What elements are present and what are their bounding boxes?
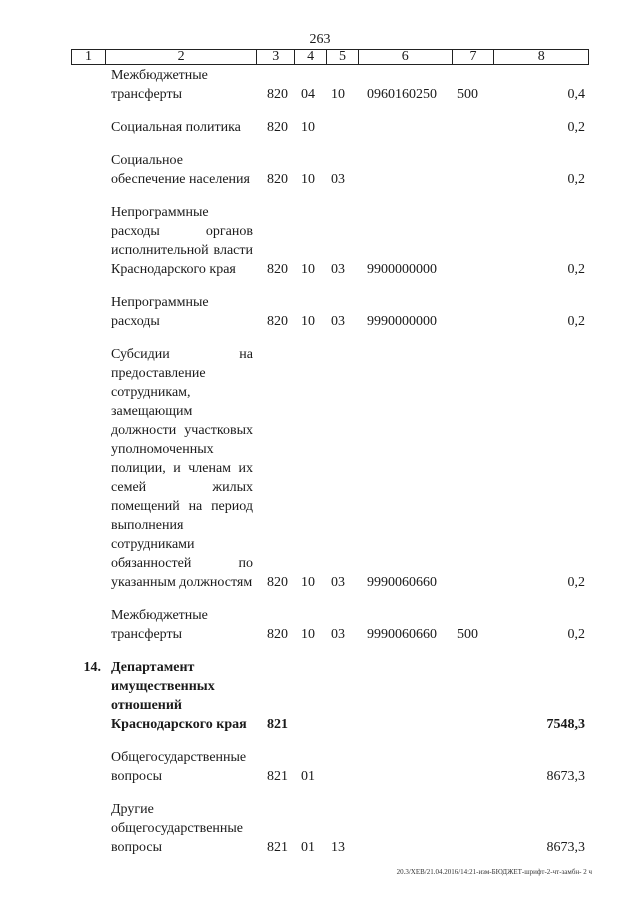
header-col-6: 6: [359, 50, 453, 64]
table-row: [71, 606, 589, 644]
header-col-5: 5: [327, 50, 359, 64]
cell-ved: 821: [267, 769, 288, 784]
page-number: 263: [309, 32, 331, 47]
header-col-8: 8: [537, 49, 545, 64]
cell-rz: 10: [301, 262, 315, 277]
row-name: Субсидии на предоставление сотрудникам, замещающим должности участковых уполномоченных полиции, и членам их семей жилых помещений на период выполнения сотрудниками обязанностей по указанным должностям: [111, 347, 253, 590]
cell-rz: 01: [301, 769, 315, 784]
header-col-3: 3: [257, 50, 295, 64]
cell-rz: 01: [301, 840, 315, 855]
budget-table-body: [71, 66, 589, 857]
cell-ved: 820: [267, 314, 288, 329]
table-row: [71, 800, 589, 857]
row-name: Непрограммные расходы органов исполнительной власти Краснодарского края: [111, 205, 253, 277]
cell-pr: 03: [331, 627, 345, 642]
row-name: Общегосударственные вопросы: [111, 750, 247, 784]
cell-vr: 500: [457, 87, 478, 102]
cell-ved: 820: [267, 627, 288, 642]
cell-rz: 10: [301, 627, 315, 642]
header-col-7: 7: [453, 50, 495, 64]
row-name: Социальная политика: [111, 120, 241, 135]
cell-csr: 9900000000: [367, 262, 437, 277]
table-row: [71, 118, 589, 137]
table-row: [71, 293, 589, 331]
cell-ved: 820: [267, 172, 288, 187]
cell-amount: 0,4: [567, 87, 585, 102]
table-row-department: [71, 658, 589, 734]
cell-rz: 10: [301, 575, 315, 590]
table-row: [71, 151, 589, 189]
cell-rz: 10: [301, 314, 315, 329]
cell-csr: 0960160250: [367, 87, 437, 102]
cell-pr: 03: [331, 314, 345, 329]
row-name: Департамент имущественных отношений Краснодарского края: [111, 660, 247, 732]
cell-amount: 0,2: [567, 627, 585, 642]
cell-amount: 0,2: [567, 172, 585, 187]
cell-ved: 821: [267, 840, 288, 855]
cell-amount: 0,2: [567, 575, 585, 590]
row-name: Другие общегосударственные вопросы: [111, 802, 244, 855]
cell-amount: 8673,3: [546, 769, 585, 784]
cell-csr: 9990060660: [367, 575, 437, 590]
row-name: Межбюджетные трансферты: [111, 608, 208, 642]
cell-pr: 03: [331, 262, 345, 277]
cell-ved: 820: [267, 575, 288, 590]
cell-pr: 10: [331, 87, 345, 102]
cell-amount: 0,2: [567, 314, 585, 329]
cell-vr: 500: [457, 627, 478, 642]
table-row: [71, 66, 589, 104]
table-row: [71, 203, 589, 279]
cell-pr: 03: [331, 172, 345, 187]
cell-ved: 820: [267, 120, 288, 135]
document-footer: 20.3/ХЕВ/21.04.2016/14:21-изм-БЮДЖЕТ-шрифт-2-чт-замбн- 2 ч: [396, 868, 592, 876]
cell-csr: 9990000000: [367, 314, 437, 329]
cell-rz: 04: [301, 87, 315, 102]
row-number: 14.: [83, 660, 101, 675]
cell-csr: 9990060660: [367, 627, 437, 642]
cell-amount: 7548,3: [546, 717, 585, 732]
cell-pr: 13: [331, 840, 345, 855]
cell-amount: 8673,3: [546, 840, 585, 855]
row-name: Социальное обеспечение населения: [111, 153, 250, 187]
cell-rz: 10: [301, 120, 315, 135]
cell-ved: 821: [267, 717, 288, 732]
row-name: Межбюджетные трансферты: [111, 68, 208, 102]
header-col-1: 1: [72, 50, 106, 64]
cell-pr: 03: [331, 575, 345, 590]
cell-amount: 0,2: [567, 120, 585, 135]
cell-ved: 820: [267, 262, 288, 277]
table-row: [71, 345, 589, 592]
row-name: Непрограммные расходы: [111, 295, 209, 329]
table-header: [71, 49, 589, 65]
header-col-2: 2: [106, 50, 257, 64]
cell-rz: 10: [301, 172, 315, 187]
cell-amount: 0,2: [567, 262, 585, 277]
cell-ved: 820: [267, 87, 288, 102]
table-row: [71, 748, 589, 786]
header-col-4: 4: [295, 50, 327, 64]
